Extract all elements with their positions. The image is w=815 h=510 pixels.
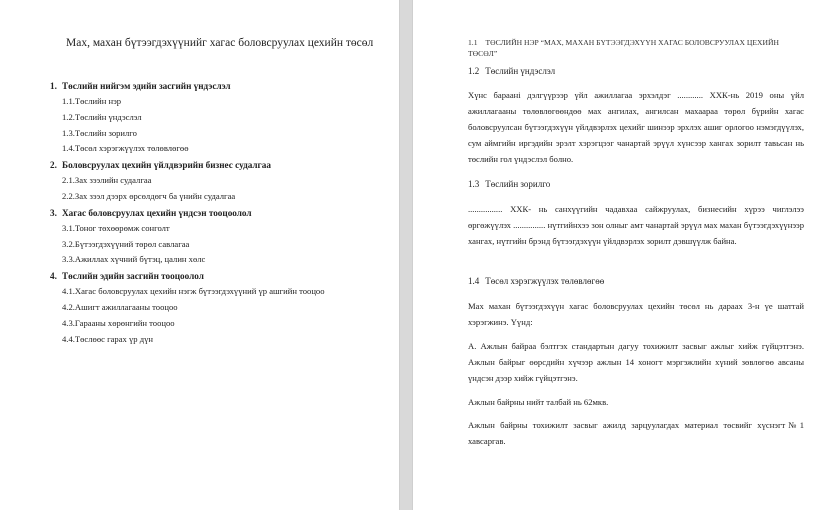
section-1-3-heading [468, 177, 804, 191]
toc-section-label: Төслийн нийгэм эдийн засгийн үндэслэл [62, 81, 231, 91]
toc-section-number: 2. [50, 160, 57, 171]
paragraph-goal: ................ ХХК- нь санхүүгийн чадавхаа сайжруулах, бизнесийн хүрээ чиглэлээ өргөжүүлэх ............... нүтгийнхээ зон олныг амт чанартай эрүүл мах махан бүтээгдэхүүнээр хангах, нүтгийн брэнд бүтээгдэхүүн үйлдвэрлэх зорилт дэвшүүлж байна. [468, 204, 804, 246]
toc-item: 4.3.Гарааны хөрөнгийн тооцоо [62, 317, 175, 328]
toc-section-label: Төслийн эдийн засгийн тооцоолол [62, 271, 204, 282]
toc-item: 3.2.Бүтээгдэхүүний төрөл савлагаа [62, 238, 190, 249]
toc-section [50, 205, 390, 221]
toc-section-label: Хагас боловсруулах цехийн үндсэн тооцоолол [62, 207, 252, 218]
toc-section-number: 3. [50, 207, 57, 218]
toc-section-label: Боловсруулах цехийн үйлдвэрийн бизнес судалгаа [62, 160, 271, 171]
section-title: Төсөл хэрэгжүүлэх төлөвлөгөө [485, 276, 605, 286]
section-number: 1.1 [468, 38, 478, 47]
section-1-1-header [468, 37, 804, 59]
toc-item: 1.4.Төсөл хэрэгжүүлэх төлөвлөгөө [62, 143, 189, 154]
document-page-left [0, 0, 400, 510]
section-number: 1.3 [468, 179, 480, 189]
toc-section [50, 157, 390, 173]
toc-item: 1.3.Төслийн зорилго [62, 127, 137, 138]
toc-item: 4.4.Төслөөс гарах үр дүн [62, 333, 154, 344]
section-title: Төслийн зорилго [485, 179, 551, 189]
toc-item: 2.2.Зах зээл дээрх өрсөлдөгч ба үнийн судалгаа [62, 190, 236, 201]
page-gutter [400, 0, 412, 510]
toc-item: 2.1.Зах зээлийн судалгаа [62, 175, 152, 186]
paragraph-plan-stage-a: А. Ажлын байраа бэлтгэх стандартын дагуу тохижилт засвыг ажлыг хийж гүйцэтгэнэ. Ажлын байрыг өөрсдийн хүчээр ажлын 14 хоногт мэргэжлийн хүний зөвлөгөө авсаны үндсэн дээр хийж гүйцэтгэнэ. [468, 341, 804, 383]
section-number: 1.4 [468, 276, 480, 286]
paragraph-rationale: Хүнс бараанi дэлгүүрээр үйл ажиллагаа эрхэлдэг ............ ХХК-нь 2019 оны үйл ажиллагааны төлөвлөгөөндөө мах ангилах, ангилсан махаараа төрөл бүрийн хагас боловсруулсан бүтээгдэхүүн үйлдвэрлэх цехийг шинээр эрхлэх ашиг орлогоо нэмэгдүүлэх, сум аймгийн иргэдийн эрэлт хэрэгцээг чанартай эрүүл хүнсээр хангах зорилт тавьсан нь төслийн гол үндэслэл болно. [468, 90, 804, 164]
paragraph-materials-budget: Ажлын байрны тохижилт засвыг ажилд зарцуулагдах материал төсвийг хүснэгт№1 хавсаргав. [468, 420, 804, 446]
document-page-right [412, 0, 815, 510]
section-number: 1.2 [468, 66, 480, 76]
toc-section-number: 4. [50, 271, 57, 282]
toc-item: 1.1.Төслийн нэр [62, 96, 122, 106]
section-title: ТӨСЛИЙН НЭР “МАХ, МАХАН БҮТЭЭГДЭХҮҮН ХАГАС БОЛОВСРУУЛАХ ЦЕХИЙН ТӨСӨЛ” [468, 38, 779, 58]
paragraph-plan-intro: Мах махан бүтээгдэхүүн хагас боловсруулах цехийн төсөл нь дараах 3-н үе шаттай хэрэгжинэ. Үүнд: [468, 301, 804, 327]
section-title: Төслийн үндэслэл [485, 66, 556, 76]
toc-item: 4.2.Ашигт ажиллагааны тооцоо [62, 301, 178, 312]
document-title: Мах, махан бүтээгдэхүүнийг хагас боловсруулах цехийн төсөл [66, 37, 374, 49]
toc-section [50, 268, 390, 284]
toc-section-number: 1. [50, 81, 57, 91]
table-of-contents [50, 78, 390, 347]
toc-item: 1.2.Төслийн үндэслэл [62, 111, 142, 122]
toc-item: 3.1.Тоног төхөөрөмж сонголт [62, 222, 170, 233]
toc-item: 3.3.Ажиллах хүчний бүтэц, цалин хөлс [62, 254, 206, 265]
toc-item: 4.1.Хагас боловсруулах цехийн нэгж бүтээгдэхүүний үр ашгийн тооцоо [62, 286, 325, 297]
section-1-4-heading [468, 274, 804, 288]
toc-section [50, 78, 390, 94]
paragraph-workspace-area: Ажлын байрны нийт талбай нь 62мкв. [468, 397, 609, 407]
section-1-2-heading [468, 64, 804, 78]
